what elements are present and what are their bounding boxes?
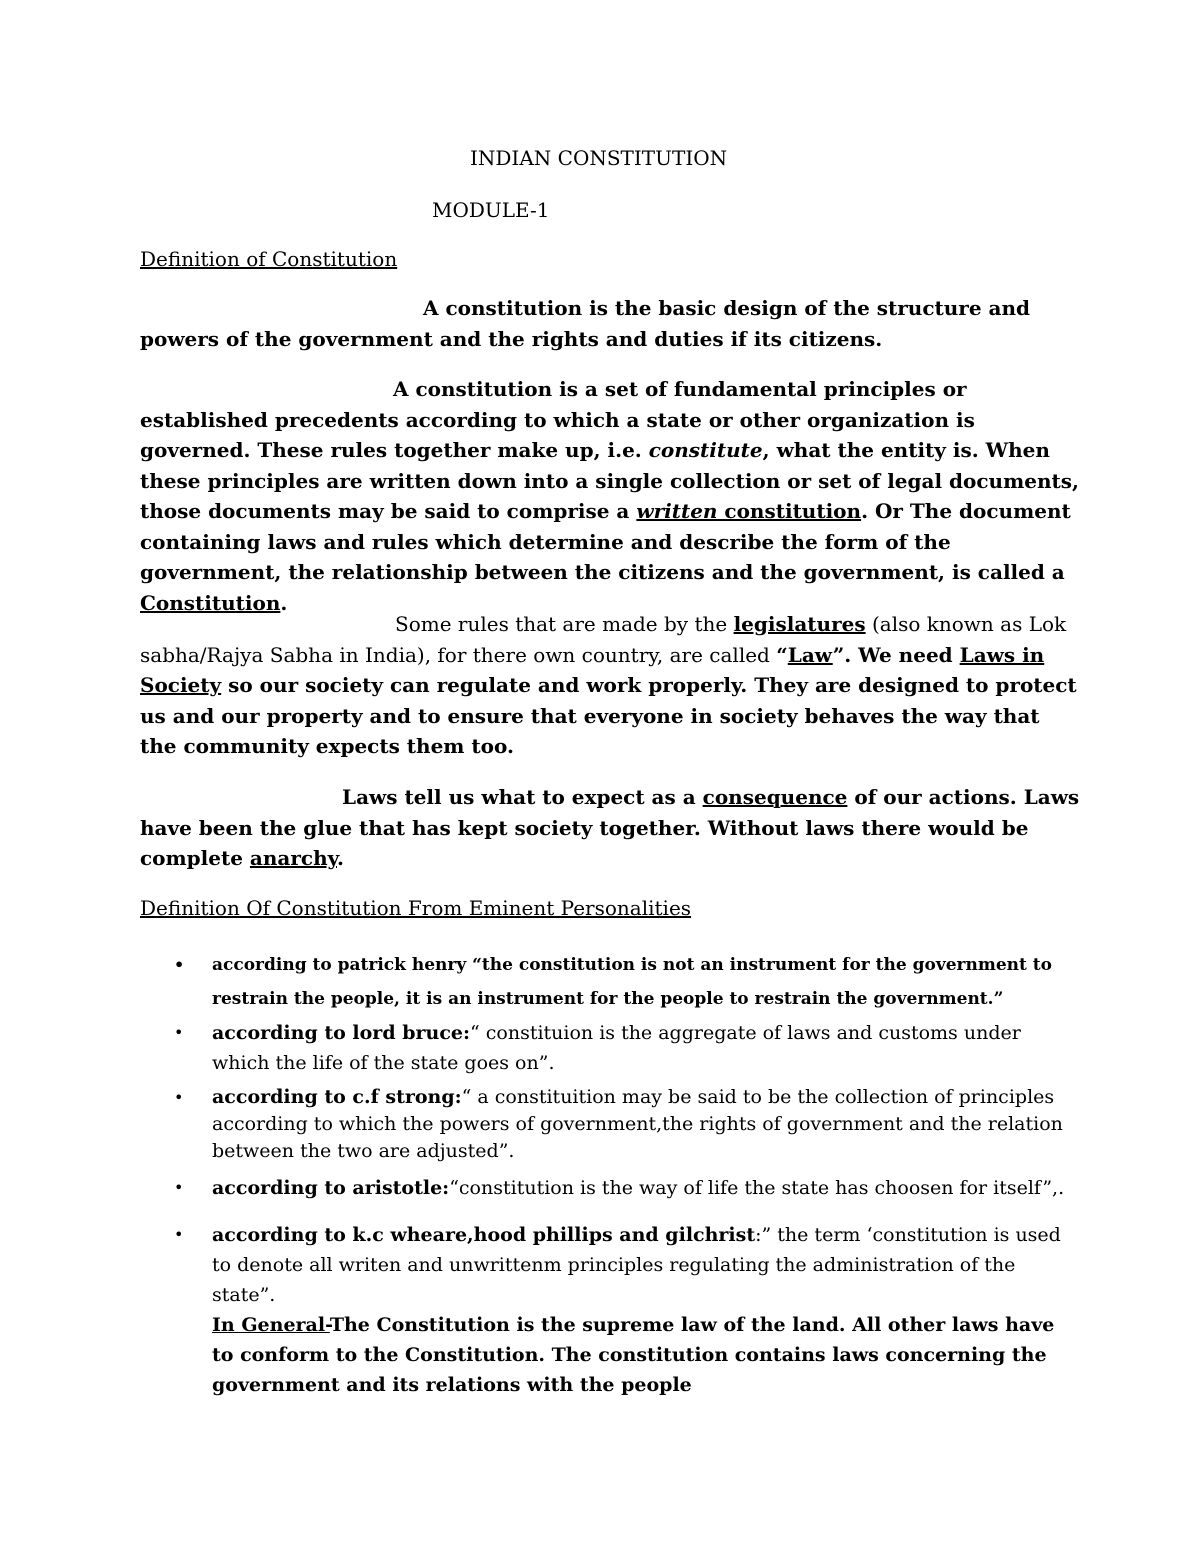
quote-author: according to c.f strong: (212, 1086, 462, 1108)
general-text: The Constitution is the supreme law of the land. All other laws have to conform to the Constitution. The constitution contains laws concerning the government and its relations with the people (212, 1314, 1055, 1396)
list-item (174, 1220, 1074, 1400)
term-anarchy: anarchy (249, 846, 337, 870)
text-segment: ”. (832, 642, 852, 667)
section-heading-personalities: Definition Of Constitution From Eminent Personalities (140, 896, 692, 920)
bullet-icon: • (174, 1023, 184, 1042)
list-item (174, 1173, 1074, 1203)
text-segment: so our society can regulate and work properly. They are designed to protect us and our property and to ensure that everyone in society behaves the way that the community expects them too. (140, 673, 1077, 758)
quote-text: “ a constituition may be said to be the collection of principles according to which the powers of government,the rights of government and the relation between the two are adjusted”. (212, 1086, 1063, 1162)
bullet-icon: • (174, 1225, 184, 1244)
quote-author: according to lord bruce: (212, 1022, 470, 1044)
list-item (174, 1018, 1074, 1078)
text-segment: (also known as Lok sabha/Rajya Sabha in India), for there own country, are called (140, 612, 1067, 667)
term-consequence: consequence (702, 785, 848, 809)
text-segment: of our actions. Laws have been the glue that has kept society together. Without laws there would be complete (140, 785, 1080, 870)
section-heading-definition: Definition of Constitution (140, 247, 398, 271)
text-segment: . (336, 846, 344, 870)
quote-author: according to k.c wheare,hood phillips and gilchrist (212, 1224, 756, 1246)
bullet-icon: • (174, 1178, 184, 1197)
text-segment: We need (851, 642, 960, 667)
text-segment: “ (776, 642, 788, 667)
term-constitution-word: constitution (717, 499, 862, 523)
text-segment: A constitution is a set of fundamental principles or established precedents according to which a state or other organization is governed. These rules together make up, i.e. (140, 377, 975, 462)
term-written: written (636, 499, 718, 523)
quote-text: :” the term ‘constitution is used to denote all writen and unwrittenm principles regulating the administration of the state”. (212, 1224, 1061, 1306)
list-item (174, 1084, 1074, 1165)
quote-text: “constitution is the way of life the state has choosen for itself”,. (449, 1177, 1065, 1199)
quote-author: according to aristotle: (212, 1177, 450, 1199)
link-constitution: Constitution (140, 590, 281, 615)
term-society: Society (140, 673, 222, 697)
paragraph-consequence (140, 782, 1080, 874)
bullet-icon: • (174, 955, 185, 974)
text-segment: . (280, 590, 288, 615)
paragraph-basic-design-text: A constitution is the basic design of the structure and powers of the government and the rights and duties if its citizens. (140, 296, 1030, 351)
text-segment: , what the entity is. When these principles are written down into a single collection or set of legal documents, those documents may be said to comprise a (140, 438, 1079, 523)
term-constitute: constitute (648, 438, 763, 462)
text-segment: Some rules that are made by the (395, 612, 734, 636)
paragraph-basic-design (140, 293, 1080, 354)
paragraph-fundamental-principles (140, 374, 1080, 618)
term-legislatures: legislatures (733, 612, 866, 636)
bullet-icon: • (174, 1088, 184, 1107)
quote-text: “ constituion is the aggregate of laws and customs under which the life of the state goes on”. (212, 1022, 1021, 1074)
module-label: MODULE-1 (432, 198, 550, 222)
quote-patrick-henry: according to patrick henry “the constitution is not an instrument for the government to restrain the people, it is an instrument for the people to restrain the government.” (212, 955, 1052, 1009)
text-segment: . Or The document containing laws and rules which determine and describe the form of the government, the relationship between the citizens and the government, is called a (140, 499, 1071, 584)
term-laws-in: Laws in (959, 642, 1045, 667)
list-item (174, 948, 1074, 1016)
quotes-list (174, 948, 1074, 1400)
text-segment: Laws tell us what to expect as a (342, 785, 703, 809)
document-title: INDIAN CONSTITUTION (470, 146, 728, 170)
general-label: In General- (212, 1314, 330, 1336)
paragraph-laws (140, 609, 1080, 762)
term-law: Law (787, 642, 833, 667)
